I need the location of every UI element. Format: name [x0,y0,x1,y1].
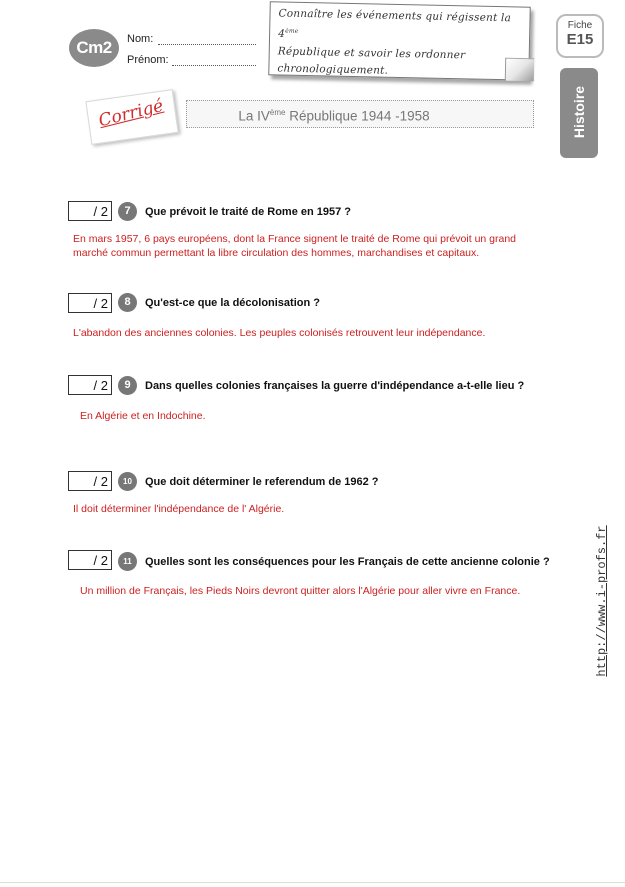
title-prefix: La IV [238,108,270,124]
score-box: / 2 [68,201,112,221]
objective-line1: Connaître les événements qui régissent la 4 [278,7,512,41]
fiche-box [556,14,604,58]
question-text: Quelles sont les conséquences pour les Français de cette ancienne colonie ? [145,556,550,568]
question-text: Que doit déterminer le referendum de 1962 ? [145,476,379,488]
question-number-badge: 9 [118,376,137,395]
score-box: / 2 [68,375,112,395]
page-bottom-divider [0,882,625,883]
level-badge: Cm2 [69,29,119,67]
title-sup: ème [269,108,286,117]
subject-label: Histoire [571,85,587,139]
answer-text: marché commun permettant la libre circulation des hommes, marchandises et capitaux. [73,247,480,259]
title-suffix: République 1944 -1958 [285,108,430,124]
score-box: / 2 [68,471,112,491]
objective-line2: République et savoir les ordonner [277,44,466,61]
question-text: Que prévoit le traité de Rome en 1957 ? [145,206,352,218]
answer-text: Un million de Français, les Pieds Noirs devront quitter alors l'Algérie pour aller vivre en France. [80,585,521,597]
firstname-field[interactable] [172,55,256,66]
question-text: Dans quelles colonies françaises la guerre d'indépendance a-t-elle lieu ? [145,380,525,392]
page-title [186,100,482,126]
question-number-badge: 7 [118,202,137,221]
name-label: Nom: [127,33,154,45]
objective-line3: chronologiquement. [277,61,389,77]
corrige-label: Corrigé [96,95,166,132]
answer-text: Il doit déterminer l'indépendance de l' Algérie. [73,503,285,515]
question-text: Qu'est-ce que la décolonisation ? [145,297,320,309]
objective-text [277,5,523,82]
answer-text: En Algérie et en Indochine. [80,410,206,422]
question-number-badge: 11 [118,552,137,571]
question-number-badge: 10 [118,472,137,491]
firstname-label: Prénom: [127,54,169,66]
fiche-code: E15 [566,31,594,48]
answer-text: En mars 1957, 6 pays européens, dont la France signent le traité de Rome qui prévoit un grand [73,233,517,245]
score-box: / 2 [68,550,112,570]
score-box: / 2 [68,293,112,313]
fiche-label: Fiche [567,20,593,31]
question-number-badge: 8 [118,293,137,312]
objective-sup: ème [285,27,299,35]
answer-text: L'abandon des anciennes colonies. Les peuples colonisés retrouvent leur indépendance. [73,327,486,339]
name-field[interactable] [158,34,256,45]
source-url[interactable]: http://www.i-profs.fr [595,525,609,677]
